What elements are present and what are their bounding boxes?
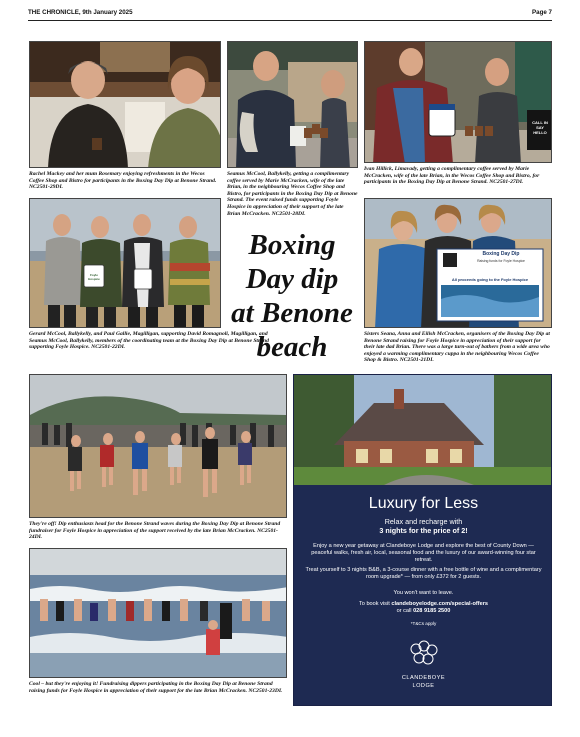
- photo-dippers-running: [29, 374, 287, 518]
- booking-prefix: To book visit: [358, 601, 390, 607]
- photo-seamus-coffee: [227, 41, 358, 168]
- advert-paragraph-1: Enjoy a new year getaway at Clandeboye Lodge and explore the best of County Down — peaceful walks, fresh air, local, seasonal food and the luxury of our award-winning four star retreat.: [311, 543, 536, 564]
- advert-booking: [304, 601, 543, 615]
- lodge-photo: [294, 375, 552, 485]
- headline-line-1: Boxing: [248, 229, 336, 261]
- caption-coordinating-team: Gerard McCool, Ballykelly, and Paul Gallie, Magilligan, supporting David Romagnoli, Magilligan, and Seamus McCool, Ballykelly, members of the coordinating team at the Boxing Day Dip at Benone Strand supporting Foyle Hospice. NC2501-22DL: [29, 331, 269, 351]
- caption-rachel-rosemary: Rachel Mackey and her mum Rosemary enjoying refreshments in the Wecos Coffee Shop and Bistro for participants in the Boxing Day Dip at Benone Strand. NC2501-29DL: [29, 171, 217, 191]
- photo-rachel-rosemary: [29, 41, 221, 168]
- headline-line-4: beach: [256, 331, 328, 363]
- headline-line-3: at Benone: [231, 297, 353, 329]
- advert-subtitle-line-1: Relax and recharge with: [384, 517, 463, 526]
- booking-phone-link[interactable]: 028 9185 2500: [413, 608, 451, 615]
- banner-title: Boxing Day Dip: [482, 251, 520, 257]
- advert-subtitle-line-2: 3 nights for the price of 2!: [379, 526, 468, 535]
- caption-mccracken-sisters: Sisters Seana, Anna and Eilish McCracken, organisers of the Boxing Day Dip at Benone Strand raising for Foyle Hospice in appreciation of their support for their late dad Brian. There was a large turn-out of bathers from a wide area who enjoyed a warming complimentary cuppa in the neighbouring Wecos Coffee Shop & Bistro. NC2501-21DL: [364, 331, 550, 364]
- logo-line-2: LODGE: [412, 683, 435, 689]
- advert-subtitle: [304, 517, 543, 535]
- caption-dippers-running: They're off! Dip enthusiasts head for the Benone Strand waves during the Boxing Day Dip at Benone Strand fundraiser for Foyle Hospice in appreciation of the support received by the late Brian McCracken. NC2501-24DL: [29, 521, 281, 541]
- advert-paragraph-3: You won't want to leave.: [393, 590, 454, 596]
- chalkboard-sign: CALL IN SAY HELLO: [532, 120, 548, 135]
- headline-line-2: Day dip: [245, 263, 339, 295]
- advert-terms: *T&Cs apply: [410, 621, 437, 626]
- booking-url-link[interactable]: clandeboyelodge.com/special-offers: [391, 601, 489, 607]
- caption-ivan-hillick: Ivan Hillick, Limavady, getting a complimentary coffee served by Marie McCracken, wife of the late Brian, in the Wecos Coffee Shop and Bistro, for participants in the Boxing Day Dip at Benone Strand. NC2501-27DL: [364, 166, 540, 186]
- logo-line-1: CLANDEBOYE: [401, 675, 446, 681]
- caption-seamus-coffee: Seamus McCool, Ballykelly, getting a complimentary coffee served by Marie McCracken, wife of the late Brian, in the neighbouring Wecos Coffee Shop and Bistro, for participants in the Boxing Day Dip at Benone Strand. The event raised funds supporting Foyle Hospice in appreciation of their support of the late Brian McCracken. NC2501-28DL: [227, 171, 358, 217]
- photo-dippers-in-sea: [29, 548, 287, 678]
- clandeboye-logo-icon: [406, 639, 441, 671]
- newspaper-name: THE CHRONICLE, 9th January 2025: [28, 9, 133, 16]
- photo-ivan-hillick: [364, 41, 552, 163]
- header-rule: [28, 20, 552, 21]
- bucket-label: Foyle Hospice: [88, 273, 100, 281]
- banner-proceeds: All proceeds going to the Foyle Hospice: [451, 277, 529, 282]
- booking-or-call: or call: [396, 608, 412, 615]
- page-headline: [222, 228, 362, 364]
- advert-paragraph-2: Treat yourself to 3 nights B&B, a 3-course dinner with a free bottle of wine and a complimentary room upgrade* — from only £372 for 2 guests.: [305, 567, 542, 581]
- photo-mccracken-sisters: [364, 198, 552, 328]
- advert-title: Luxury for Less: [368, 495, 479, 512]
- caption-dippers-in-sea: Cool – but they're enjoying it! Fundraising dippers participating in the Boxing Day Dip at Benone Strand raising funds for Foyle Hospice in appreciation of their support for the late Brian McCracken. NC2501-23DL: [29, 681, 283, 694]
- page-number: Page 7: [532, 9, 552, 16]
- banner-subtitle: Raising funds for Foyle Hospice: [477, 259, 525, 263]
- photo-coordinating-team: [29, 198, 221, 328]
- clandeboye-advert[interactable]: [293, 374, 552, 706]
